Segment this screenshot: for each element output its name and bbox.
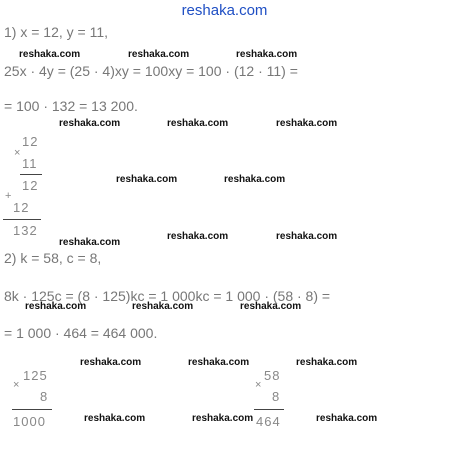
multiplier: 11 (22, 156, 38, 171)
multiply-sign: × (13, 379, 20, 391)
line-3: = 100 · 132 = 13 200. (4, 98, 138, 114)
multiply-sign: × (255, 379, 262, 391)
watermark: reshaka.com (316, 413, 378, 424)
watermark: reshaka.com (84, 413, 146, 424)
multiplicand: 12 (22, 134, 39, 149)
watermark: reshaka.com (116, 174, 178, 185)
watermark: reshaka.com (296, 357, 358, 368)
line-6: = 1 000 · 464 = 464 000. (4, 325, 158, 341)
watermark: reshaka.com (276, 231, 338, 242)
watermark: reshaka.com (188, 357, 250, 368)
divider (20, 174, 42, 175)
watermark: reshaka.com (224, 174, 286, 185)
site-title: reshaka.com (181, 2, 268, 19)
divider (3, 219, 41, 220)
line-1: 1) x = 12, y = 11, (4, 24, 109, 40)
watermark: reshaka.com (236, 49, 298, 60)
watermark: reshaka.com (167, 231, 229, 242)
line-4: 2) k = 58, c = 8, (4, 250, 102, 266)
watermark: reshaka.com (192, 413, 254, 424)
plus-sign: + (5, 190, 12, 202)
product: 464 (256, 414, 281, 429)
product: 1000 (13, 414, 46, 429)
line-2: 25x · 4y = (25 · 4)xy = 100xy = 100 · (12 · 11) = (4, 63, 298, 79)
watermark: reshaka.com (80, 357, 142, 368)
watermark: reshaka.com (59, 118, 121, 129)
watermark: reshaka.com (128, 49, 190, 60)
divider (254, 409, 284, 410)
multiplicand: 125 (23, 368, 48, 383)
multiply-sign: × (14, 147, 21, 159)
watermark: reshaka.com (25, 301, 87, 312)
watermark: reshaka.com (240, 301, 302, 312)
multiplier: 8 (272, 389, 281, 404)
multiplier: 8 (40, 389, 49, 404)
divider (12, 409, 52, 410)
partial-product: 12 (13, 200, 30, 215)
watermark: reshaka.com (132, 301, 194, 312)
watermark: reshaka.com (59, 237, 121, 248)
watermark: reshaka.com (19, 49, 81, 60)
line-5: 8k · 125c = (8 · 125)kc = 1 000kc = 1 000 · (58 · 8) = (4, 288, 331, 304)
multiplicand: 58 (264, 368, 281, 383)
product: 132 (13, 223, 38, 238)
partial-product: 12 (22, 178, 39, 193)
watermark: reshaka.com (167, 118, 229, 129)
watermark: reshaka.com (276, 118, 338, 129)
